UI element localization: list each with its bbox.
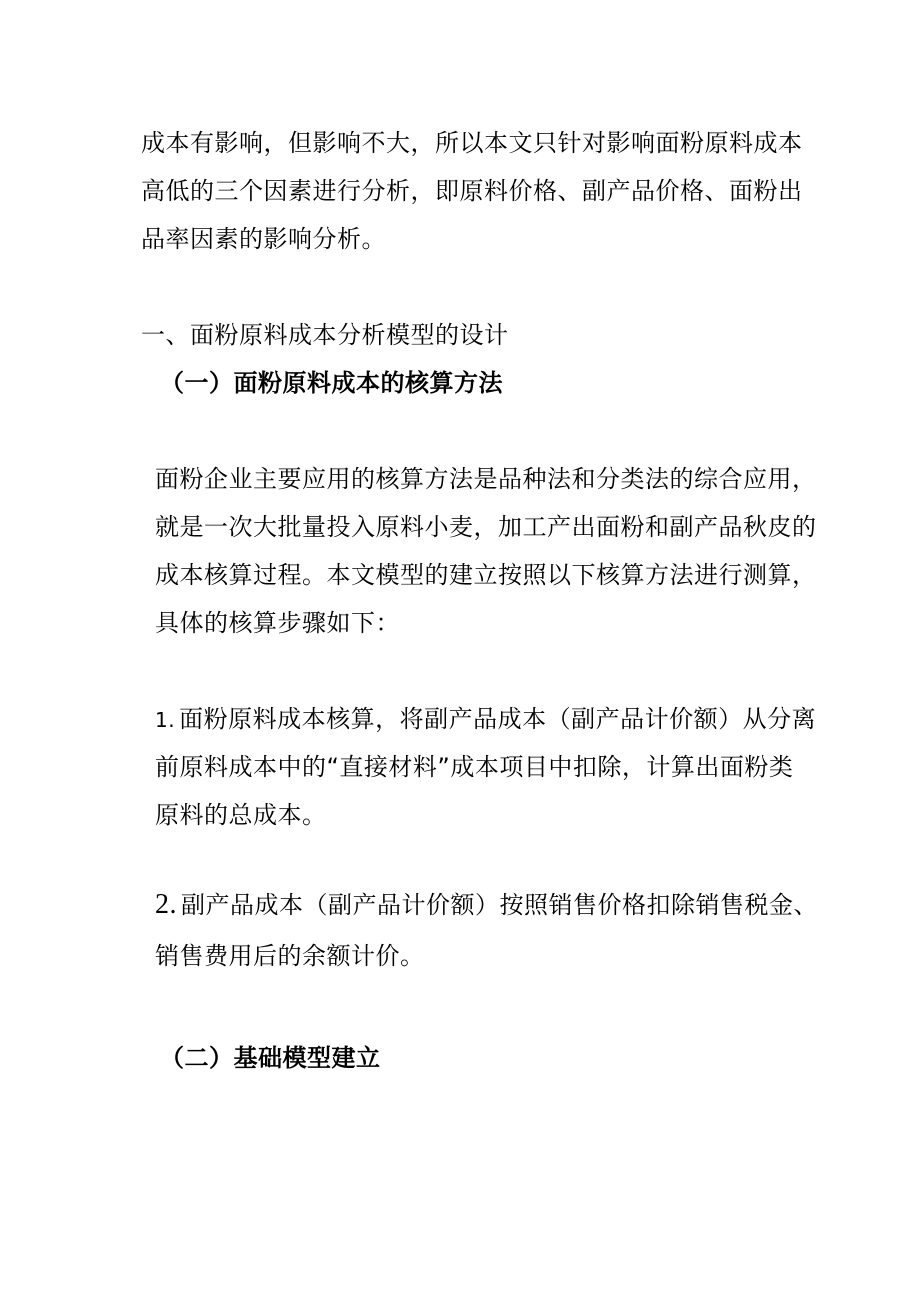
paragraph-line-1: 面粉企业主要应用的核算方法是品种法和分类法的综合应用，	[155, 465, 817, 493]
step-2-number: 2.	[155, 889, 177, 920]
paragraph-line-3: 成本核算过程。本文模型的建立按照以下核算方法进行测算，	[155, 561, 817, 589]
step-2-line-2: 销售费用后的余额计价。	[155, 942, 425, 970]
step-1-text-1: 面粉原料成本核算，将副产品成本（副产品计价额）从分离	[179, 705, 817, 733]
step-2-text-1: 副产品成本（副产品计价额）按照销售价格扣除销售税金、	[181, 891, 818, 919]
step-1-line-1	[155, 704, 816, 735]
intro-line-1: 成本有影响，但影响不大，所以本文只针对影响面粉原料成本	[141, 129, 803, 157]
subsection-2-title: （二）基础模型建立	[160, 1044, 381, 1072]
subsection-1-title: （一）面粉原料成本的核算方法	[160, 369, 503, 397]
paragraph-line-2: 就是一次大批量投入原料小麦，加工产出面粉和副产品秋皮的	[155, 513, 817, 541]
section-1-title: 一、面粉原料成本分析模型的设计	[141, 321, 509, 349]
step-1-number: 1.	[155, 708, 176, 732]
intro-line-3: 品率因素的影响分析。	[141, 225, 386, 253]
intro-line-2: 高低的三个因素进行分析，即原料价格、副产品价格、面粉出	[141, 177, 803, 205]
step-1-line-3: 原料的总成本。	[155, 801, 327, 829]
step-1-line-2: 前原料成本中的“直接材料”成本项目中扣除，计算出面粉类	[155, 753, 794, 781]
step-2-line-1	[155, 890, 818, 920]
paragraph-line-4: 具体的核算步骤如下：	[155, 609, 400, 637]
